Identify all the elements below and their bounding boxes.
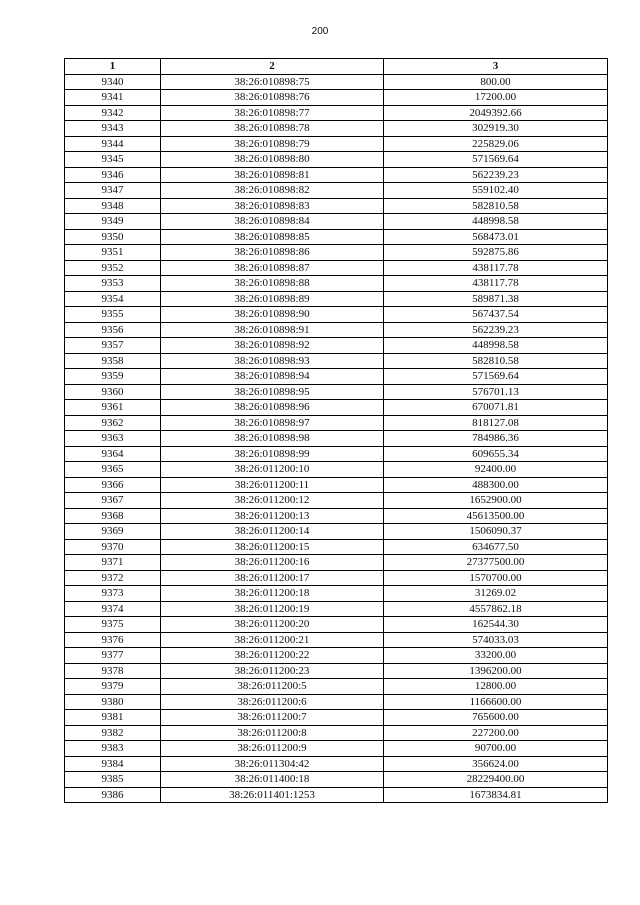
value-cell: 559102.40 bbox=[384, 183, 608, 199]
row-number-cell: 9377 bbox=[65, 648, 161, 664]
cadastral-number-cell: 38:26:010898:89 bbox=[161, 291, 384, 307]
cadastral-number-cell: 38:26:011200:13 bbox=[161, 508, 384, 524]
table-row bbox=[65, 446, 608, 462]
table-row bbox=[65, 152, 608, 168]
cadastral-number-cell: 38:26:010898:86 bbox=[161, 245, 384, 261]
cadastral-number-cell: 38:26:010898:97 bbox=[161, 415, 384, 431]
row-number-cell: 9384 bbox=[65, 756, 161, 772]
row-number-cell: 9363 bbox=[65, 431, 161, 447]
page-number: 200 bbox=[311, 26, 329, 37]
cadastral-number-cell: 38:26:011200:10 bbox=[161, 462, 384, 478]
value-cell: 1570700.00 bbox=[384, 570, 608, 586]
row-number-cell: 9355 bbox=[65, 307, 161, 323]
value-cell: 1506090.37 bbox=[384, 524, 608, 540]
row-number-cell: 9350 bbox=[65, 229, 161, 245]
data-table bbox=[64, 58, 608, 803]
value-cell: 162544.30 bbox=[384, 617, 608, 633]
table-row bbox=[65, 632, 608, 648]
value-cell: 568473.01 bbox=[384, 229, 608, 245]
value-cell: 4557862.18 bbox=[384, 601, 608, 617]
cadastral-number-cell: 38:26:010898:96 bbox=[161, 400, 384, 416]
table-row bbox=[65, 74, 608, 90]
value-cell: 225829.06 bbox=[384, 136, 608, 152]
table-header bbox=[65, 59, 608, 75]
row-number-cell: 9385 bbox=[65, 772, 161, 788]
table-row bbox=[65, 555, 608, 571]
cadastral-number-cell: 38:26:010898:76 bbox=[161, 90, 384, 106]
cadastral-number-cell: 38:26:010898:95 bbox=[161, 384, 384, 400]
cadastral-number-cell: 38:26:011200:18 bbox=[161, 586, 384, 602]
table-row bbox=[65, 679, 608, 695]
value-cell: 31269.02 bbox=[384, 586, 608, 602]
value-cell: 634677.50 bbox=[384, 539, 608, 555]
value-cell: 582810.58 bbox=[384, 353, 608, 369]
cadastral-number-cell: 38:26:010898:80 bbox=[161, 152, 384, 168]
table-row bbox=[65, 756, 608, 772]
value-cell: 609655.34 bbox=[384, 446, 608, 462]
table-row bbox=[65, 276, 608, 292]
value-cell: 438117.78 bbox=[384, 260, 608, 276]
table-row bbox=[65, 663, 608, 679]
row-number-cell: 9342 bbox=[65, 105, 161, 121]
row-number-cell: 9375 bbox=[65, 617, 161, 633]
table-row bbox=[65, 291, 608, 307]
table-row bbox=[65, 369, 608, 385]
value-cell: 670071.81 bbox=[384, 400, 608, 416]
value-cell: 90700.00 bbox=[384, 741, 608, 757]
cadastral-number-cell: 38:26:011304:42 bbox=[161, 756, 384, 772]
value-cell: 28229400.00 bbox=[384, 772, 608, 788]
cadastral-number-cell: 38:26:010898:83 bbox=[161, 198, 384, 214]
value-cell: 784986.36 bbox=[384, 431, 608, 447]
value-cell: 448998.58 bbox=[384, 214, 608, 230]
table-row bbox=[65, 229, 608, 245]
value-cell: 589871.38 bbox=[384, 291, 608, 307]
cadastral-number-cell: 38:26:010898:93 bbox=[161, 353, 384, 369]
row-number-cell: 9343 bbox=[65, 121, 161, 137]
table-row bbox=[65, 570, 608, 586]
value-cell: 302919.30 bbox=[384, 121, 608, 137]
cadastral-number-cell: 38:26:010898:99 bbox=[161, 446, 384, 462]
table-row bbox=[65, 586, 608, 602]
cadastral-number-cell: 38:26:010898:82 bbox=[161, 183, 384, 199]
column-header-1: 1 bbox=[65, 59, 161, 75]
cadastral-number-cell: 38:26:010898:78 bbox=[161, 121, 384, 137]
row-number-cell: 9378 bbox=[65, 663, 161, 679]
table-row bbox=[65, 384, 608, 400]
table-row bbox=[65, 524, 608, 540]
cadastral-number-cell: 38:26:011200:9 bbox=[161, 741, 384, 757]
cadastral-number-cell: 38:26:010898:79 bbox=[161, 136, 384, 152]
row-number-cell: 9382 bbox=[65, 725, 161, 741]
row-number-cell: 9370 bbox=[65, 539, 161, 555]
row-number-cell: 9353 bbox=[65, 276, 161, 292]
cadastral-number-cell: 38:26:011200:12 bbox=[161, 493, 384, 509]
value-cell: 1396200.00 bbox=[384, 663, 608, 679]
value-cell: 562239.23 bbox=[384, 322, 608, 338]
table-row bbox=[65, 493, 608, 509]
table-row bbox=[65, 90, 608, 106]
row-number-cell: 9366 bbox=[65, 477, 161, 493]
table-row bbox=[65, 338, 608, 354]
value-cell: 567437.54 bbox=[384, 307, 608, 323]
cadastral-number-cell: 38:26:011200:14 bbox=[161, 524, 384, 540]
table-row bbox=[65, 710, 608, 726]
value-cell: 356624.00 bbox=[384, 756, 608, 772]
row-number-cell: 9359 bbox=[65, 369, 161, 385]
cadastral-number-cell: 38:26:011200:21 bbox=[161, 632, 384, 648]
table-row bbox=[65, 353, 608, 369]
table-row bbox=[65, 167, 608, 183]
cadastral-number-cell: 38:26:010898:84 bbox=[161, 214, 384, 230]
table-row bbox=[65, 431, 608, 447]
row-number-cell: 9386 bbox=[65, 787, 161, 803]
row-number-cell: 9367 bbox=[65, 493, 161, 509]
table-row bbox=[65, 508, 608, 524]
table-row bbox=[65, 307, 608, 323]
row-number-cell: 9364 bbox=[65, 446, 161, 462]
value-cell: 800.00 bbox=[384, 74, 608, 90]
value-cell: 438117.78 bbox=[384, 276, 608, 292]
cadastral-number-cell: 38:26:011200:15 bbox=[161, 539, 384, 555]
table-row bbox=[65, 214, 608, 230]
row-number-cell: 9354 bbox=[65, 291, 161, 307]
value-cell: 1673834.81 bbox=[384, 787, 608, 803]
value-cell: 448998.58 bbox=[384, 338, 608, 354]
table-row bbox=[65, 183, 608, 199]
row-number-cell: 9348 bbox=[65, 198, 161, 214]
table-row bbox=[65, 105, 608, 121]
row-number-cell: 9383 bbox=[65, 741, 161, 757]
value-cell: 765600.00 bbox=[384, 710, 608, 726]
cadastral-number-cell: 38:26:011200:7 bbox=[161, 710, 384, 726]
row-number-cell: 9373 bbox=[65, 586, 161, 602]
row-number-cell: 9361 bbox=[65, 400, 161, 416]
table-row bbox=[65, 617, 608, 633]
table-row bbox=[65, 136, 608, 152]
row-number-cell: 9368 bbox=[65, 508, 161, 524]
cadastral-number-cell: 38:26:011400:18 bbox=[161, 772, 384, 788]
table-row bbox=[65, 539, 608, 555]
header-row bbox=[65, 59, 608, 75]
value-cell: 576701.13 bbox=[384, 384, 608, 400]
cadastral-number-cell: 38:26:010898:91 bbox=[161, 322, 384, 338]
table-row bbox=[65, 601, 608, 617]
table-row bbox=[65, 245, 608, 261]
cadastral-number-cell: 38:26:011200:6 bbox=[161, 694, 384, 710]
cadastral-number-cell: 38:26:011200:19 bbox=[161, 601, 384, 617]
value-cell: 562239.23 bbox=[384, 167, 608, 183]
table-row bbox=[65, 477, 608, 493]
value-cell: 2049392.66 bbox=[384, 105, 608, 121]
value-cell: 33200.00 bbox=[384, 648, 608, 664]
cadastral-number-cell: 38:26:011200:17 bbox=[161, 570, 384, 586]
row-number-cell: 9358 bbox=[65, 353, 161, 369]
value-cell: 1652900.00 bbox=[384, 493, 608, 509]
row-number-cell: 9349 bbox=[65, 214, 161, 230]
table-row bbox=[65, 322, 608, 338]
table-row bbox=[65, 260, 608, 276]
column-header-3: 3 bbox=[384, 59, 608, 75]
cadastral-number-cell: 38:26:011200:22 bbox=[161, 648, 384, 664]
table-row bbox=[65, 772, 608, 788]
row-number-cell: 9347 bbox=[65, 183, 161, 199]
value-cell: 227200.00 bbox=[384, 725, 608, 741]
cadastral-number-cell: 38:26:010898:90 bbox=[161, 307, 384, 323]
row-number-cell: 9365 bbox=[65, 462, 161, 478]
table-row bbox=[65, 741, 608, 757]
value-cell: 818127.08 bbox=[384, 415, 608, 431]
row-number-cell: 9351 bbox=[65, 245, 161, 261]
value-cell: 488300.00 bbox=[384, 477, 608, 493]
row-number-cell: 9346 bbox=[65, 167, 161, 183]
table-row bbox=[65, 648, 608, 664]
value-cell: 571569.64 bbox=[384, 152, 608, 168]
cadastral-number-cell: 38:26:011200:20 bbox=[161, 617, 384, 633]
row-number-cell: 9357 bbox=[65, 338, 161, 354]
table-row bbox=[65, 694, 608, 710]
cadastral-number-cell: 38:26:010898:85 bbox=[161, 229, 384, 245]
cadastral-number-cell: 38:26:010898:94 bbox=[161, 369, 384, 385]
row-number-cell: 9345 bbox=[65, 152, 161, 168]
row-number-cell: 9341 bbox=[65, 90, 161, 106]
row-number-cell: 9356 bbox=[65, 322, 161, 338]
table-row bbox=[65, 787, 608, 803]
cadastral-number-cell: 38:26:010898:77 bbox=[161, 105, 384, 121]
row-number-cell: 9360 bbox=[65, 384, 161, 400]
row-number-cell: 9381 bbox=[65, 710, 161, 726]
cadastral-number-cell: 38:26:011200:5 bbox=[161, 679, 384, 695]
table-row bbox=[65, 415, 608, 431]
row-number-cell: 9344 bbox=[65, 136, 161, 152]
table-row bbox=[65, 121, 608, 137]
row-number-cell: 9340 bbox=[65, 74, 161, 90]
value-cell: 592875.86 bbox=[384, 245, 608, 261]
cadastral-number-cell: 38:26:010898:87 bbox=[161, 260, 384, 276]
value-cell: 12800.00 bbox=[384, 679, 608, 695]
row-number-cell: 9371 bbox=[65, 555, 161, 571]
cadastral-number-cell: 38:26:010898:81 bbox=[161, 167, 384, 183]
value-cell: 1166600.00 bbox=[384, 694, 608, 710]
cadastral-number-cell: 38:26:010898:98 bbox=[161, 431, 384, 447]
value-cell: 17200.00 bbox=[384, 90, 608, 106]
row-number-cell: 9372 bbox=[65, 570, 161, 586]
row-number-cell: 9374 bbox=[65, 601, 161, 617]
value-cell: 571569.64 bbox=[384, 369, 608, 385]
table-row bbox=[65, 725, 608, 741]
row-number-cell: 9352 bbox=[65, 260, 161, 276]
row-number-cell: 9362 bbox=[65, 415, 161, 431]
value-cell: 92400.00 bbox=[384, 462, 608, 478]
cadastral-number-cell: 38:26:011200:8 bbox=[161, 725, 384, 741]
cadastral-number-cell: 38:26:011200:23 bbox=[161, 663, 384, 679]
row-number-cell: 9379 bbox=[65, 679, 161, 695]
table-row bbox=[65, 198, 608, 214]
row-number-cell: 9380 bbox=[65, 694, 161, 710]
value-cell: 582810.58 bbox=[384, 198, 608, 214]
cadastral-number-cell: 38:26:011200:11 bbox=[161, 477, 384, 493]
cadastral-number-cell: 38:26:011401:1253 bbox=[161, 787, 384, 803]
table-body bbox=[65, 74, 608, 803]
cadastral-number-cell: 38:26:010898:88 bbox=[161, 276, 384, 292]
value-cell: 574033.03 bbox=[384, 632, 608, 648]
row-number-cell: 9369 bbox=[65, 524, 161, 540]
column-header-2: 2 bbox=[161, 59, 384, 75]
row-number-cell: 9376 bbox=[65, 632, 161, 648]
cadastral-number-cell: 38:26:010898:75 bbox=[161, 74, 384, 90]
table-row bbox=[65, 462, 608, 478]
value-cell: 45613500.00 bbox=[384, 508, 608, 524]
cadastral-number-cell: 38:26:011200:16 bbox=[161, 555, 384, 571]
cadastral-number-cell: 38:26:010898:92 bbox=[161, 338, 384, 354]
value-cell: 27377500.00 bbox=[384, 555, 608, 571]
table-row bbox=[65, 400, 608, 416]
